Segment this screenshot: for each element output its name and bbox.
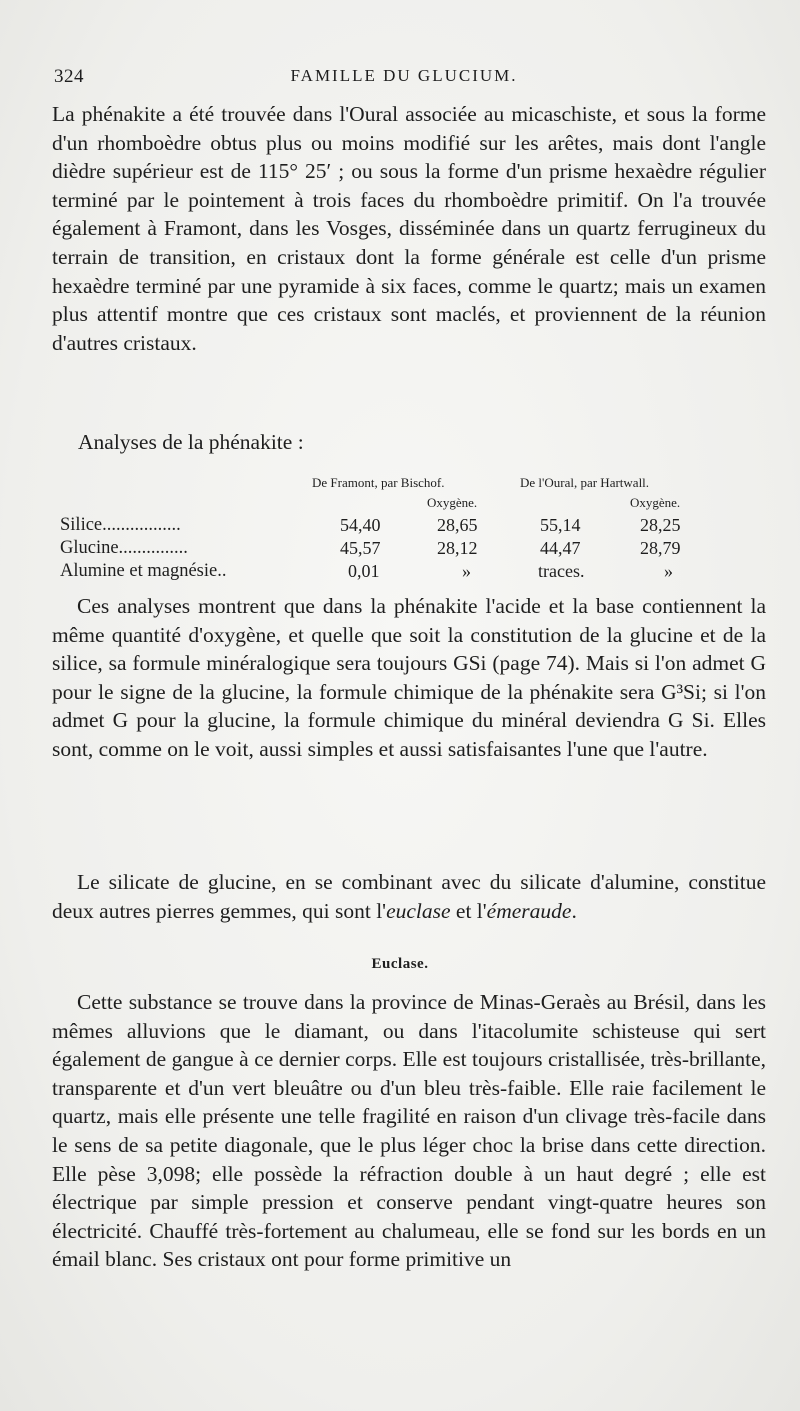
term-euclase: euclase: [386, 898, 451, 923]
col-header-framont: De Framont, par Bischof.: [312, 475, 445, 490]
row-label-glucine: Glucine...............: [60, 538, 188, 558]
paragraph-text: La phénakite a été trouvée dans l'Oural associée au micaschiste, et sous la forme d'un rhomboèdre obtus plus ou moins modifié sur les arêtes, mais dont l'angle dièdre supérieur est de 115° 25′ ; ou sous la forme d'un prisme hexaèdre régulier terminé par le pointement à trois faces du rhomboèdre primitif. On l'a trouvée également à Framont, dans les Vosges, disséminée dans un quartz ferrugineux du terrain de transition, en cristaux dont la forme générale est celle d'un prisme hexaèdre terminé par une pyramide à six faces, comme le quartz; mais un examen plus attentif montre que ces cristaux sont maclés, et proviennent de la réunion d'autres cristaux.: [52, 102, 766, 355]
cell-glucine-v1: 45,57: [340, 538, 381, 558]
cell-silice-o1: 28,65: [437, 515, 478, 535]
col-header-oxygen-1: Oxygène.: [427, 495, 478, 510]
paragraph-euclase-description: [52, 988, 766, 1274]
paragraph3-mid: et l': [450, 898, 487, 923]
paragraph-gemstones: [52, 868, 766, 925]
cell-alumine-o1: »: [462, 561, 471, 581]
paragraph-formula: [52, 592, 766, 764]
cell-silice-o2: 28,25: [640, 515, 681, 535]
paragraph-text: Cette substance se trouve dans la province de Minas-Geraès au Brésil, dans les mêmes alluvions que le diamant, ou dans l'itacolumite schisteuse qui sert également de gangue à ce dernier corps. Elle est toujours cristallisée, très-brillante, transparente et d'un vert bleuâtre ou d'un bleu très-faible. Elle raie facilement le quartz, mais elle présente une telle fragilité en raison d'un clivage très-facile dans le sens de sa petite diagonale, que le plus léger choc la brise dans cette direction. Elle pèse 3,098; elle possède la réfraction double à un haut degré ; elle est électrique par simple pression et conserve pendant vingt-quatre heures son électricité. Chauffé très-fortement au chalumeau, elle se fond sur les bords en un émail blanc. Ses cristaux ont pour forme primitive un: [52, 990, 766, 1272]
section-title-euclase: Euclase.: [371, 956, 429, 972]
term-emeraude: émeraude: [486, 898, 572, 923]
cell-alumine-v2: traces.: [538, 561, 585, 581]
cell-silice-v1: 54,40: [340, 515, 381, 535]
row-label-alumine: Alumine et magnésie..: [60, 561, 227, 581]
cell-alumine-v1: 0,01: [348, 561, 380, 581]
cell-alumine-o2: »: [664, 561, 673, 581]
page-header: [54, 66, 754, 94]
analyses-label: Analyses de la phénakite :: [78, 430, 304, 454]
cell-silice-v2: 55,14: [540, 515, 581, 535]
cell-glucine-o1: 28,12: [437, 538, 478, 558]
paragraph-text: [52, 868, 766, 925]
cell-glucine-v2: 44,47: [540, 538, 581, 558]
paragraph-phenakite-description: [52, 100, 766, 357]
paragraph-text: Ces analyses montrent que dans la phénakite l'acide et la base contiennent la même quantité d'oxygène, et quelle que soit la constitution de la glucine et de la silice, sa formule minéralogique sera toujours GSi (page 74). Mais si l'on admet G pour le signe de la glucine, la formule chimique de la phénakite sera G³Si; si l'on admet G pour la glucine, la formule chimique du minéral deviendra G Si. Elles sont, comme on le voit, aussi simples et aussi satisfaisantes l'une que l'autre.: [52, 594, 766, 761]
row-label-silice: Silice.................: [60, 515, 181, 535]
page-number: 324: [54, 66, 84, 87]
col-header-oxygen-2: Oxygène.: [630, 495, 681, 510]
cell-glucine-o2: 28,79: [640, 538, 681, 558]
col-header-oural: De l'Oural, par Hartwall.: [520, 475, 650, 490]
running-title: FAMILLE DU GLUCIUM.: [290, 66, 518, 85]
paragraph3-end: .: [571, 898, 577, 923]
paragraph3-start: Le silicate de glucine, en se combinant avec du silicate d'alumine, constitue deux autres pierres gemmes, qui sont l': [52, 870, 766, 923]
